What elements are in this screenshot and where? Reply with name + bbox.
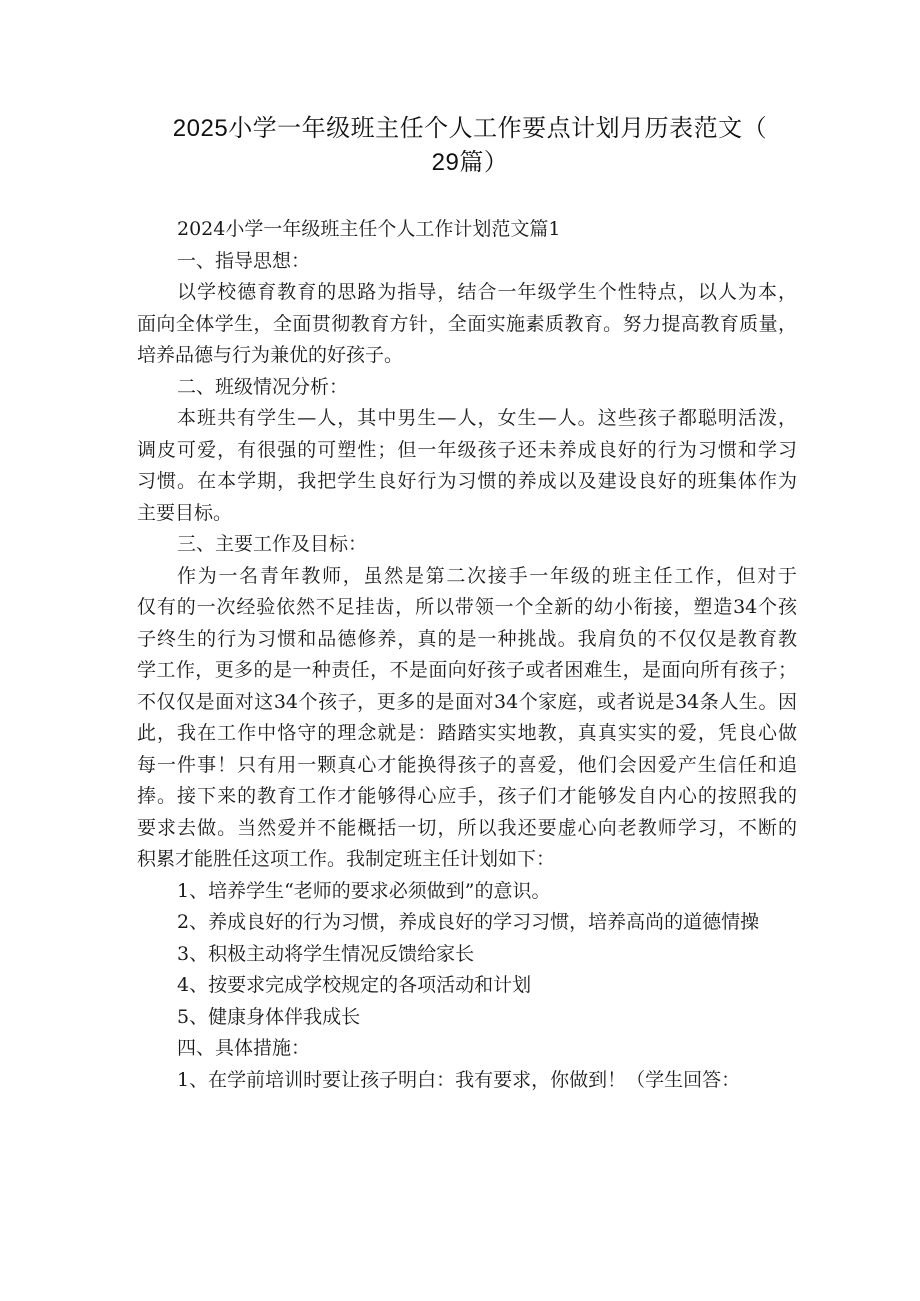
paragraph-line: 本班共有学生—人，其中男生—人，女生—人。这些孩子都聪明活泼， [177,407,797,429]
paragraph-line: 仅有的一次经验依然不足挂齿，所以带领一个全新的幼小衔接，塑造34个孩 [137,596,797,618]
section-1-heading [137,246,797,278]
section-1-paragraph [137,277,797,372]
paragraph-line: 捧。接下来的教育工作才能够得心应手，孩子们才能够发自内心的按照我的 [137,785,797,807]
document-body [137,214,797,1096]
list-item: 1、在学前培训时要让孩子明白：我有要求，你做到！（学生回答： [177,1068,741,1091]
paragraph-line: 习惯。在本学期，我把学生良好行为习惯的养成以及建设良好的班集体作为 [137,470,797,492]
measures-list [137,1065,797,1097]
section-3-paragraph [137,561,797,876]
list-item: 3、积极主动将学生情况反馈给家长 [177,942,475,965]
paragraph-line: 要求去做。当然爱并不能概括一切，所以我还要虚心向老教师学习，不断的 [137,816,797,839]
document-title [130,112,810,180]
paragraph-line: 子终生的行为习惯和品德修养，真的是一种挑战。我肩负的不仅仅是教育教 [137,627,797,650]
paragraph-line: 每一件事！只有用一颗真心才能换得孩子的喜爱，他们会因爱产生信任和追 [137,753,797,776]
paragraph-line: 此，我在工作中恪守的理念就是：踏踏实实地教，真真实实的爱，凭良心做 [137,722,797,744]
article-heading-text: 2024小学一年级班主任个人工作计划范文篇1 [177,218,561,240]
list-item: 5、健康身体伴我成长 [177,1005,361,1028]
list-item: 4、按要求完成学校规定的各项活动和计划 [177,974,532,996]
section-4-heading-text: 四、具体措施： [177,1037,311,1059]
paragraph-line: 调皮可爱，有很强的可塑性；但一年级孩子还未养成良好的行为习惯和学习 [137,438,797,461]
paragraph-line: 作为一名青年教师，虽然是第二次接手一年级的班主任工作，但对于 [177,564,797,587]
document-title-line-2: 29篇） [431,149,509,176]
section-2-paragraph [137,403,797,529]
section-3-heading [137,529,797,561]
section-4-heading [137,1033,797,1065]
paragraph-line: 学工作，更多的是一种责任，不是面向好孩子或者困难生，是面向所有孩子； [137,659,797,681]
document-title-line-1: 2025小学一年级班主任个人工作要点计划月历表范文（ [172,115,768,142]
section-1-heading-text: 一、指导思想： [177,249,311,272]
paragraph-line: 培养品德与行为兼优的好孩子。 [137,344,404,366]
list-item: 2、养成良好的行为习惯，养成良好的学习习惯，培养高尚的道德情操 [177,911,760,933]
section-2-heading-text: 二、班级情况分析： [177,375,349,398]
article-heading [137,214,797,246]
plan-list [137,876,797,1034]
list-item: 1、培养学生“老师的要求必须做到”的意识。 [177,879,551,902]
paragraph-line: 以学校德育教育的思路为指导，结合一年级学生个性特点，以人为本， [177,281,797,303]
paragraph-line: 不仅仅是面对这34个孩子，更多的是面对34个家庭，或者说是34条人生。因 [137,690,797,713]
section-3-heading-text: 三、主要工作及目标： [177,533,368,555]
paragraph-line: 面向全体学生，全面贯彻教育方针，全面实施素质教育。努力提高教育质量， [137,312,797,335]
paragraph-line: 主要目标。 [137,501,233,524]
section-2-heading [137,372,797,404]
paragraph-line: 积累才能胜任这项工作。我制定班主任计划如下： [137,848,556,870]
